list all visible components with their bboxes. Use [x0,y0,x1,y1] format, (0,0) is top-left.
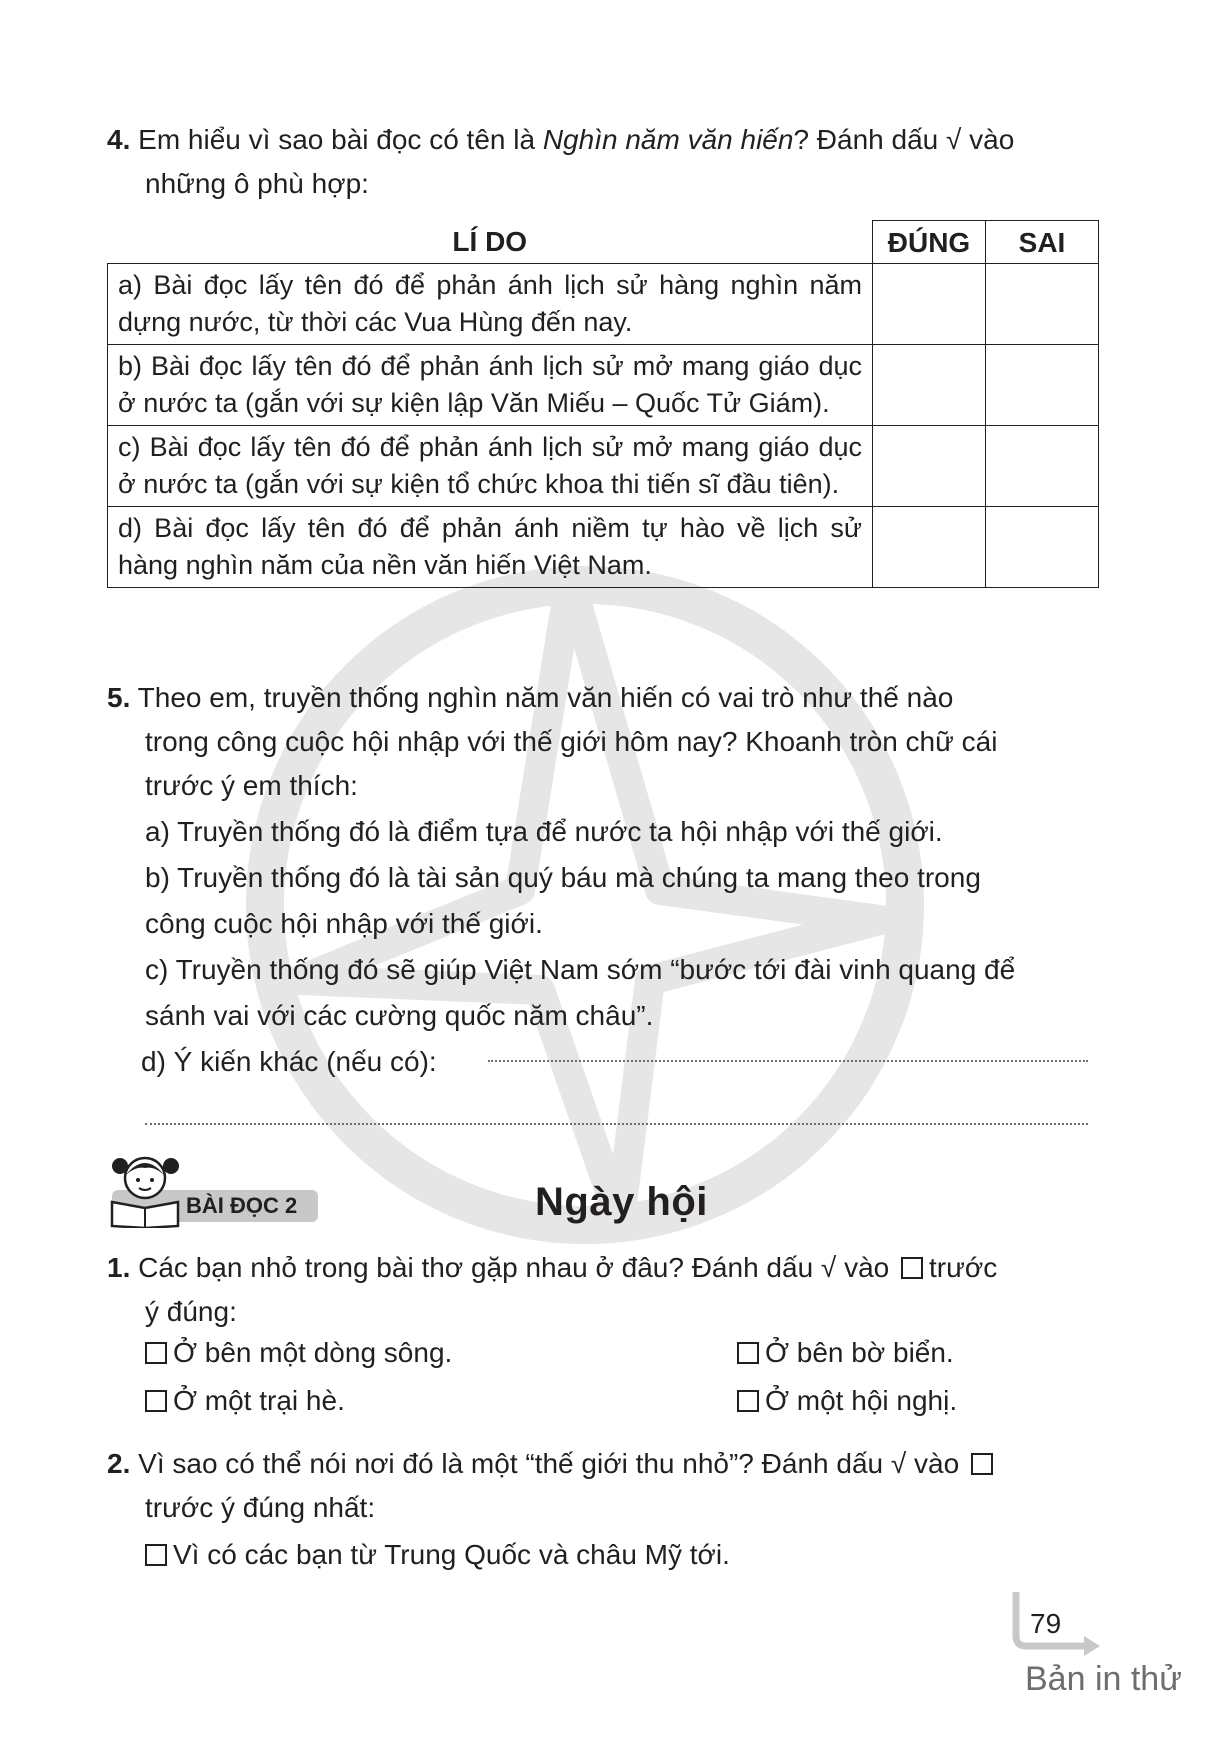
reading2-question-2 [107,1442,1097,1530]
checkbox[interactable] [145,1342,167,1364]
section-badge-label: BÀI ĐỌC 2 [186,1193,298,1218]
header-correct: ĐÚNG [873,221,986,264]
table-row [108,507,1099,588]
choice-1c[interactable] [145,1381,345,1421]
table-row [108,345,1099,426]
checkbox[interactable] [145,1390,167,1412]
option-a[interactable]: a) Truyền thống đó là điểm tựa để nước ta hội nhập với thế giới. [145,816,943,847]
answer-cell-correct-d[interactable] [873,507,986,588]
option-c-cont: sánh vai với các cường quốc năm châu”. [145,1000,654,1031]
question-5-line1 [107,676,1097,720]
answer-line-1[interactable] [488,1060,1088,1062]
choice-1a-label: Ở bên một dòng sông. [173,1337,453,1368]
question-4-text-end: ? Đánh dấu √ vào [793,124,1015,155]
reading2-question-2-text: Vì sao có thể nói nơi đó là một “thế giới thu nhỏ”? Đánh dấu √ vào [138,1448,960,1479]
reading2-question-1-line1 [107,1246,1097,1290]
option-b-cont: công cuộc hội nhập với thế giới. [145,908,543,939]
reason-cell-a: a) Bài đọc lấy tên đó để phản ánh lịch sử hàng nghìn năm dựng nước, từ thời các Vua Hùng đến nay. [108,264,873,345]
question-5-text: Theo em, truyền thống nghìn năm văn hiến có vai trò như thế nào [137,682,954,713]
choice-1b-label: Ở bên bờ biển. [765,1337,954,1368]
reason-cell-c: c) Bài đọc lấy tên đó để phản ánh lịch sử mở mang giáo dục ở nước ta (gắn với sự kiện tổ chức khoa thi tiến sĩ đầu tiên). [108,426,873,507]
reading-title: Ngày hội [535,1180,708,1224]
reading2-question-2-number: 2. [107,1448,131,1479]
reading2-question-1-number: 1. [107,1252,131,1283]
choice-2a-label: Vì có các bạn từ Trung Quốc và châu Mỹ tới. [173,1539,730,1570]
reason-cell-b: b) Bài đọc lấy tên đó để phản ánh lịch sử mở mang giáo dục ở nước ta (gắn với sự kiện lập Văn Miếu – Quốc Tử Giám). [108,345,873,426]
reasons-table [107,220,1099,588]
question-4-line2: những ô phù hợp: [145,168,369,199]
reading2-question-2-line1 [107,1442,1097,1486]
checkbox[interactable] [737,1390,759,1412]
question-4 [107,118,1097,206]
choice-1c-label: Ở một trại hè. [173,1385,345,1416]
question-4-text: Em hiểu vì sao bài đọc có tên là [138,124,543,155]
table-header-row [108,221,1099,264]
question-5 [107,676,1097,1084]
question-5-number: 5. [107,682,131,713]
checkbox[interactable] [737,1342,759,1364]
reason-cell-d: d) Bài đọc lấy tên đó để phản ánh niềm tự hào về lịch sử hàng nghìn năm của nền văn hiến Việt Nam. [108,507,873,588]
question-4-title-italic: Nghìn năm văn hiến [542,124,794,155]
option-b[interactable]: b) Truyền thống đó là tài sản quý báu mà chúng ta mang theo trong [145,862,981,893]
checkbox-sample-icon [971,1453,993,1475]
answer-cell-correct-b[interactable] [873,345,986,426]
table-row [108,426,1099,507]
choice-1b[interactable] [737,1333,954,1373]
question-5-line3: trước ý em thích: [145,770,358,801]
checkbox[interactable] [145,1544,167,1566]
option-d[interactable]: d) Ý kiến khác (nếu có): [141,1046,437,1077]
question-4-number: 4. [107,124,131,155]
question-5-line2: trong công cuộc hội nhập với thế giới hôm nay? Khoanh tròn chữ cái [145,726,998,757]
trial-print-label: Bản in thử [1025,1660,1182,1698]
choice-1d-label: Ở một hội nghị. [765,1385,958,1416]
table-row [108,264,1099,345]
header-reason: LÍ DO [452,226,528,258]
header-incorrect: SAI [986,221,1099,264]
answer-cell-incorrect-a[interactable] [986,264,1099,345]
answer-cell-correct-a[interactable] [873,264,986,345]
answer-cell-correct-c[interactable] [873,426,986,507]
page-number: 79 [1030,1608,1062,1639]
checkbox-sample-icon [901,1257,923,1279]
answer-cell-incorrect-d[interactable] [986,507,1099,588]
reading2-question-2-line2: trước ý đúng nhất: [145,1492,376,1523]
reading2-question-1-text: Các bạn nhỏ trong bài thơ gặp nhau ở đâu? Đánh dấu √ vào [138,1252,890,1283]
answer-cell-incorrect-c[interactable] [986,426,1099,507]
reading2-question-1-line2: ý đúng: [145,1296,237,1327]
option-c[interactable]: c) Truyền thống đó sẽ giúp Việt Nam sớm “bước tới đài vinh quang để [145,954,1016,985]
choice-1a[interactable] [145,1333,452,1373]
question-4-line1 [107,118,1097,162]
reading-girl-icon [108,1148,183,1228]
answer-line-2[interactable] [145,1123,1088,1125]
choice-2a[interactable] [145,1535,730,1575]
reading2-question-1-text-end: trước [929,1252,998,1283]
reading2-question-1 [107,1246,1097,1334]
answer-cell-incorrect-b[interactable] [986,345,1099,426]
choice-1d[interactable] [737,1381,957,1421]
